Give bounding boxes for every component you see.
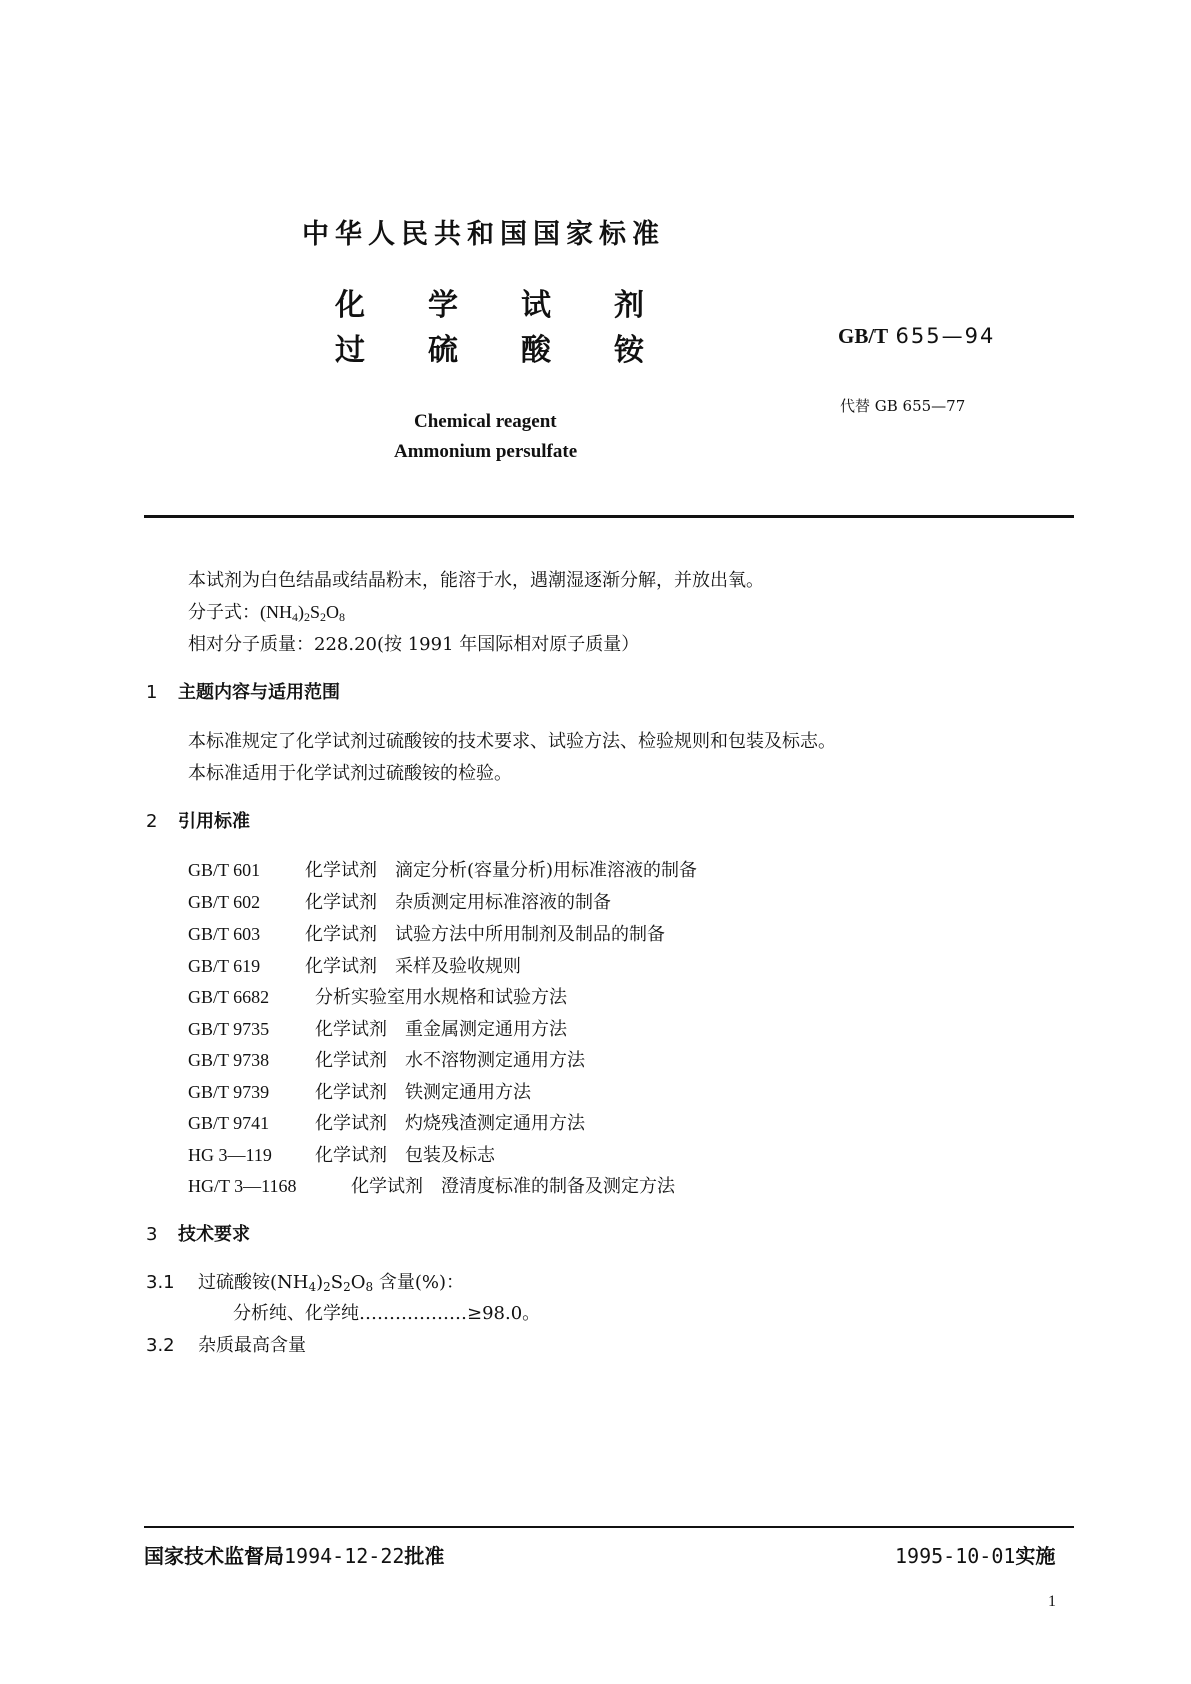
molar-mass: 相对分子质量：228.20(按 1991 年国际相对原子质量）: [188, 634, 640, 655]
ref-title: 灼烧残渣测定通用方法: [405, 1113, 585, 1134]
ref-title: 包装及标志: [405, 1145, 495, 1166]
ref-title: 采样及验收规则: [395, 956, 521, 977]
title-char: 硫: [428, 333, 458, 368]
approval-date: 1994-12-22: [284, 1544, 405, 1568]
ref-category: 化学试剂: [315, 1145, 387, 1166]
approval-suffix: 批准: [404, 1544, 445, 1568]
title-char: 剂: [614, 288, 644, 323]
std-code: 655—94: [895, 324, 996, 348]
ref-title: 水不溶物测定通用方法: [405, 1050, 585, 1071]
ref-code: GB/T 9739: [188, 1082, 270, 1102]
ref-title: 澄清度标准的制备及测定方法: [441, 1176, 675, 1197]
section-3-heading: [146, 1220, 250, 1246]
ref-code: HG/T 3—1168: [188, 1176, 297, 1196]
section-2-heading: [146, 807, 250, 833]
ref-code: GB/T 6682: [188, 987, 270, 1007]
reference-item: [188, 888, 611, 914]
reference-item: [188, 1078, 531, 1104]
reference-item: [188, 920, 665, 946]
ref-category: 化学试剂: [305, 860, 377, 881]
effective-suffix: 实施: [1015, 1544, 1056, 1568]
clause-3-1: [146, 1268, 464, 1294]
ref-category: 化学试剂: [305, 956, 377, 977]
reference-item: [188, 1046, 585, 1072]
ref-code: GB/T 619: [188, 956, 261, 976]
section-1-para-2: 本标准适用于化学试剂过硫酸铵的检验。: [188, 763, 512, 784]
cn-title-line-2: [335, 325, 654, 369]
header-divider: [144, 515, 1074, 518]
clause-text: 过硫酸铵$(NH_4)_2S_2O_8$ 含量(%)：: [198, 1272, 465, 1294]
formula-label: 分子式：: [188, 602, 260, 623]
reference-item: [188, 952, 521, 978]
ref-code: HG 3—119: [188, 1145, 272, 1165]
reference-item: [188, 1172, 675, 1198]
ref-title: 滴定分析(容量分析)用标准溶液的制备: [395, 860, 698, 881]
title-char: 学: [428, 288, 458, 323]
section-number: 1: [146, 682, 158, 703]
reference-item: [188, 983, 567, 1009]
ref-code: GB/T 602: [188, 892, 261, 912]
assay-requirement: 分析纯、化学纯………………≥98.0。: [233, 1303, 541, 1324]
reference-item: [188, 1141, 495, 1167]
ref-category: 分析实验室用水规格和试验方法: [315, 987, 567, 1008]
effective-date: 1995-10-01: [895, 1544, 1016, 1568]
title-char: 化: [335, 288, 365, 323]
std-prefix: GB/T: [838, 324, 889, 348]
ref-title: 试验方法中所用制剂及制品的制备: [395, 924, 665, 945]
ref-code: GB/T 9735: [188, 1019, 270, 1039]
ref-category: 化学试剂: [315, 1113, 387, 1134]
approving-authority: 国家技术监督局: [144, 1544, 284, 1568]
section-number: 2: [146, 811, 158, 832]
ref-code: GB/T 9738: [188, 1050, 270, 1070]
title-char: 试: [521, 288, 551, 323]
title-char: 铵: [614, 333, 644, 368]
ref-category: 化学试剂: [315, 1082, 387, 1103]
ref-category: 化学试剂: [315, 1050, 387, 1071]
reference-item: [188, 856, 697, 882]
approval-line: [144, 1540, 444, 1569]
clause-number: 3.1: [146, 1272, 175, 1293]
section-number: 3: [146, 1224, 158, 1245]
ref-code: GB/T 601: [188, 860, 261, 880]
ref-title: 杂质测定用标准溶液的制备: [395, 892, 611, 913]
section-title: 引用标准: [178, 811, 250, 832]
section-1-para-1: 本标准规定了化学试剂过硫酸铵的技术要求、试验方法、检验规则和包装及标志。: [188, 731, 836, 752]
ref-category: 化学试剂: [351, 1176, 423, 1197]
ref-category: 化学试剂: [305, 892, 377, 913]
reference-item: [188, 1109, 585, 1135]
national-standard-title: 中华人民共和国国家标准: [302, 219, 665, 250]
reference-item: [188, 1015, 567, 1041]
ref-code: GB/T 9741: [188, 1113, 270, 1133]
formula: $(NH_4)_2S_2O_8$: [260, 602, 346, 624]
ref-title: 重金属测定通用方法: [405, 1019, 567, 1040]
section-title: 技术要求: [178, 1224, 250, 1245]
clause-3-2: [146, 1331, 306, 1357]
description: 本试剂为白色结晶或结晶粉末，能溶于水，遇潮湿逐渐分解，并放出氧。: [188, 570, 764, 591]
title-char: 酸: [521, 333, 551, 368]
section-1-heading: [146, 678, 340, 704]
replaces-note: 代替 GB 655—77: [840, 397, 966, 415]
clause-text: 杂质最高含量: [198, 1335, 306, 1356]
ref-category: 化学试剂: [305, 924, 377, 945]
cn-title-line-1: [335, 280, 654, 324]
page-number: 1: [1048, 1593, 1056, 1610]
ref-title: 铁测定通用方法: [405, 1082, 531, 1103]
title-char: 过: [335, 333, 365, 368]
en-title-line-2: Ammonium persulfate: [394, 441, 578, 462]
standard-number: [838, 323, 995, 349]
effective-line: [895, 1540, 1055, 1569]
footer-divider: [144, 1526, 1074, 1528]
ref-category: 化学试剂: [315, 1019, 387, 1040]
ref-code: GB/T 603: [188, 924, 261, 944]
molecular-formula: [188, 598, 345, 624]
en-title-line-1: Chemical reagent: [414, 411, 557, 432]
clause-number: 3.2: [146, 1335, 175, 1356]
section-title: 主题内容与适用范围: [178, 682, 340, 703]
